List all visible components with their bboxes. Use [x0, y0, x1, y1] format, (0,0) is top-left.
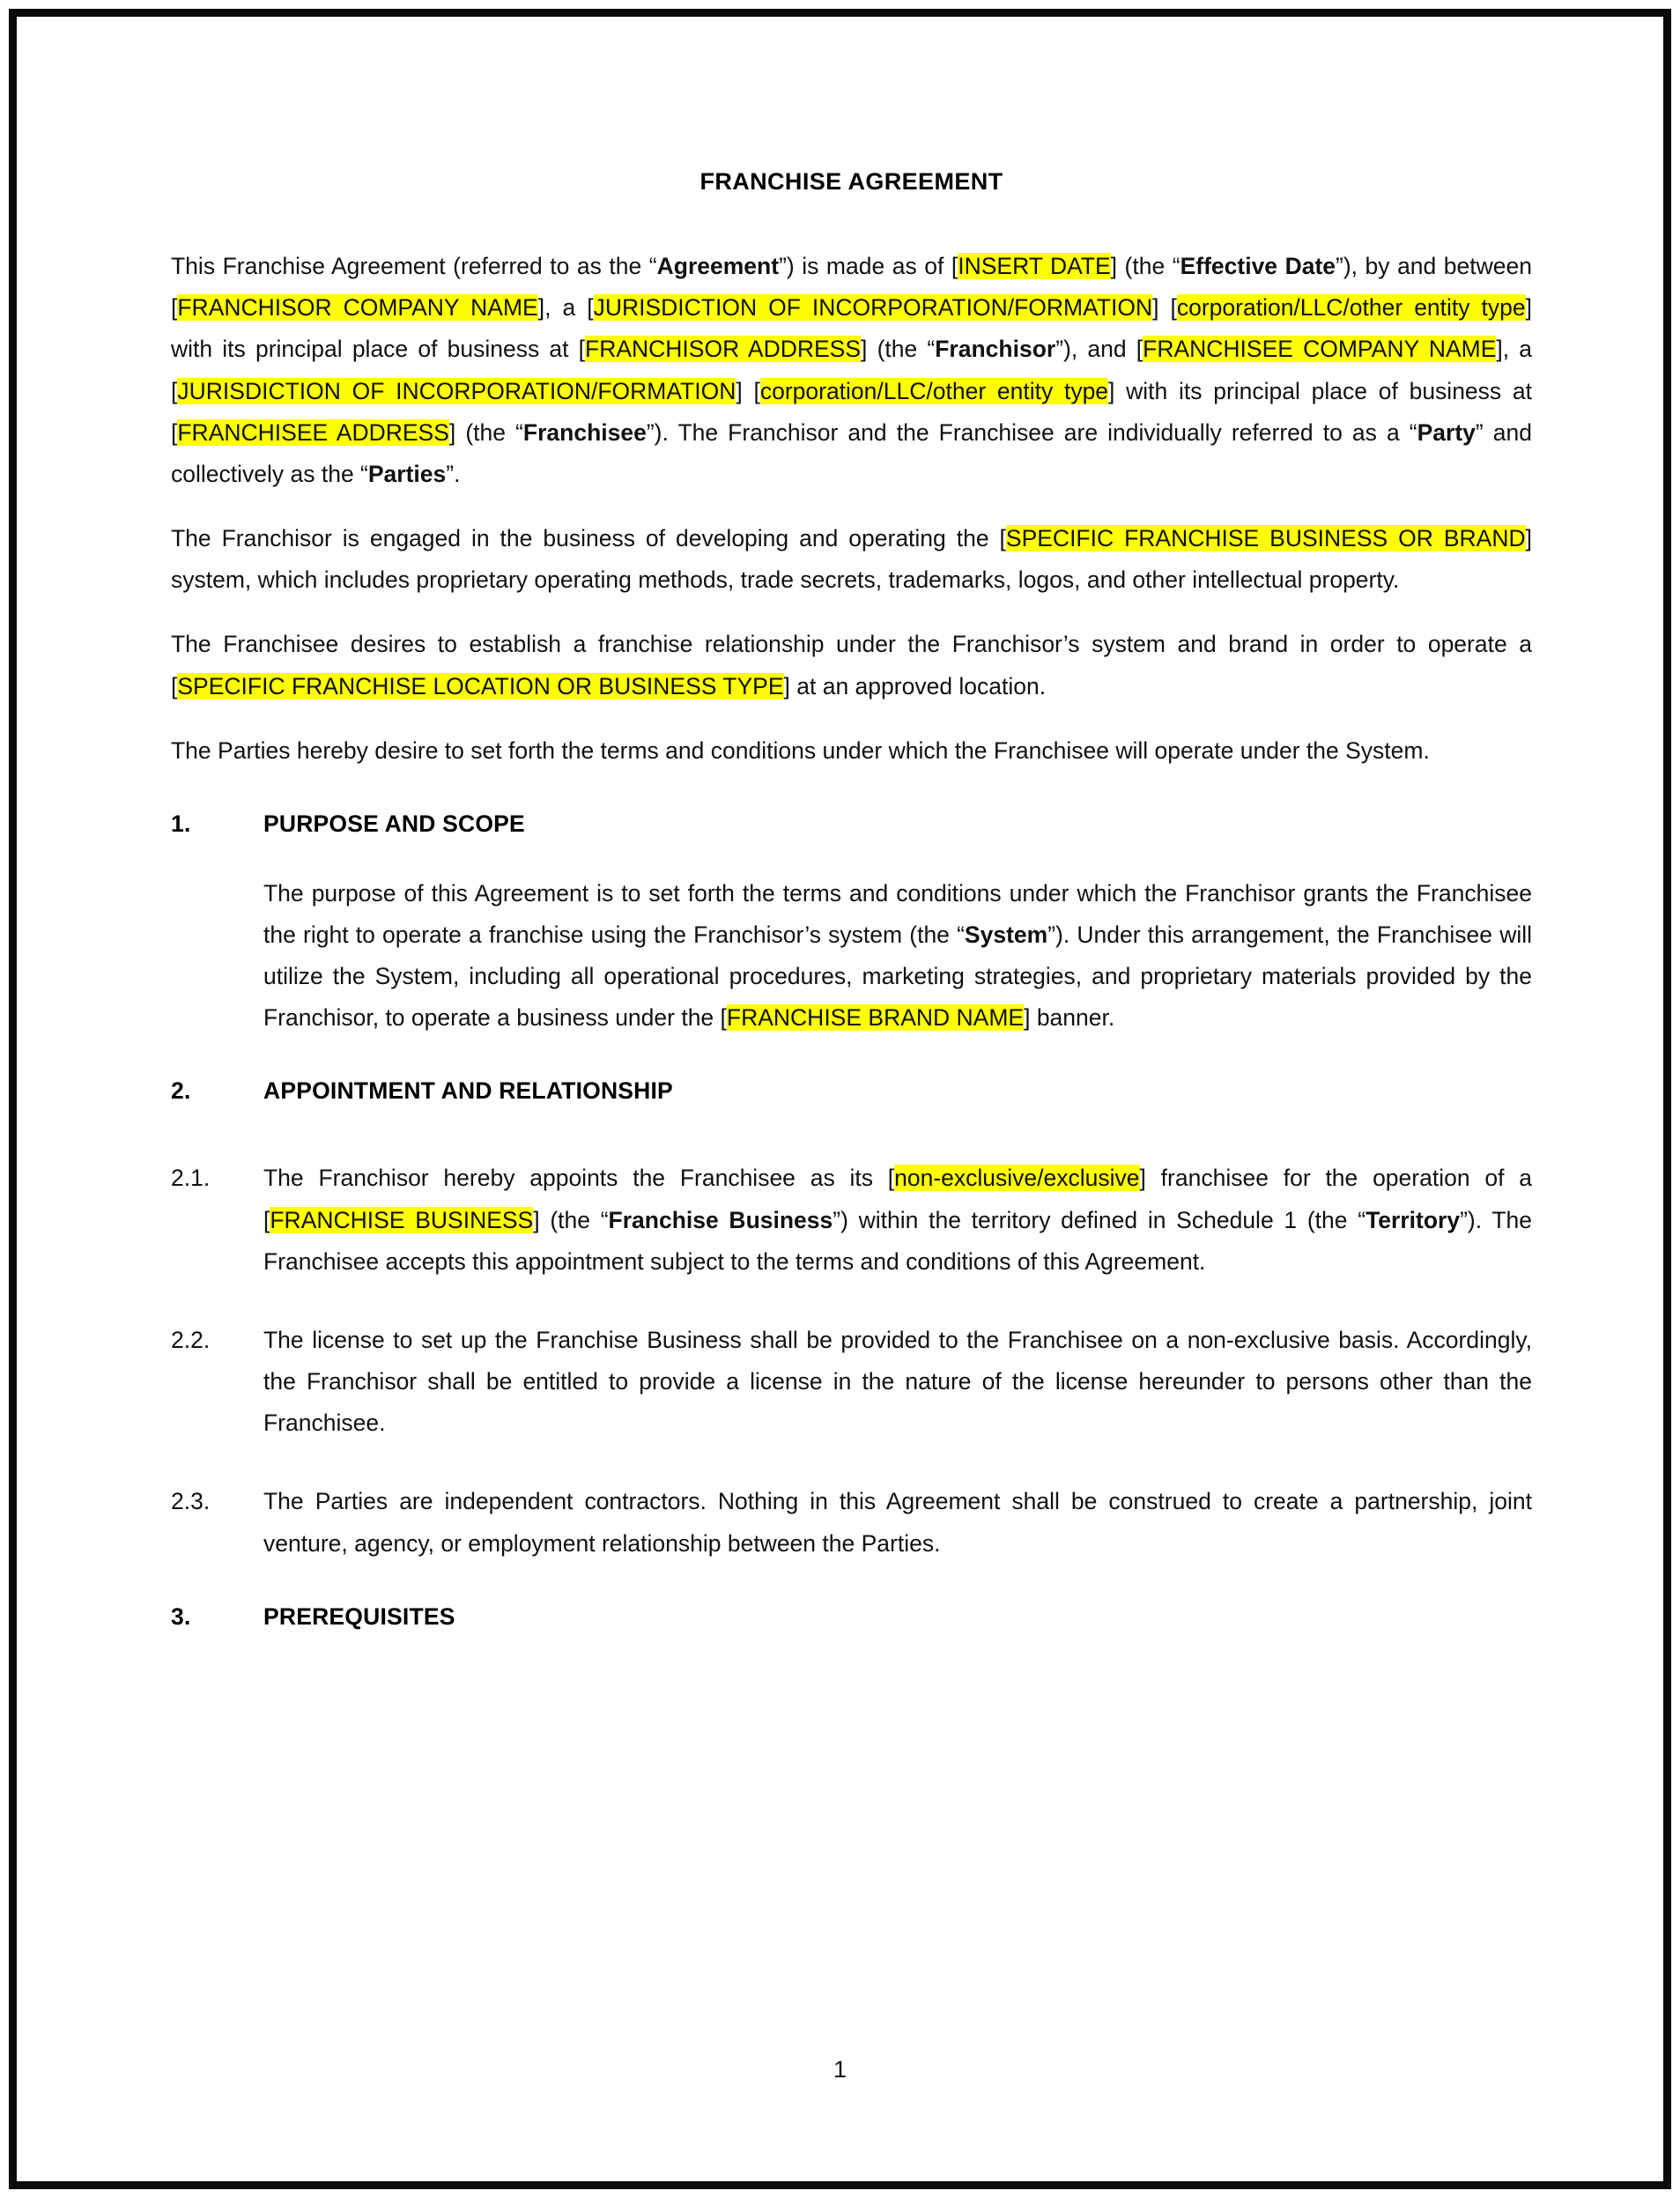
document-title: FRANCHISE AGREEMENT [699, 168, 1003, 195]
clause-2-1-text [263, 1158, 1532, 1282]
preamble-p1-bold-parties: Parties [367, 460, 447, 487]
section-3-number: 3. [171, 1602, 191, 1630]
section-1-bold-system: System [964, 921, 1048, 948]
preamble-p1-text-11: ] [ [736, 377, 760, 404]
section-1-number: 1. [171, 810, 191, 837]
placeholder-specific-franchise-location-or-business-type: SPECIFIC FRANCHISE LOCATION OR BUSINESS TYPE [177, 672, 784, 699]
page-sheet [17, 17, 1663, 2181]
clause-2-2-number: 2.2. [171, 1326, 211, 1353]
section-3-label: PREREQUISITES [263, 1602, 455, 1630]
section-1-body [263, 873, 1532, 1040]
preamble-p1-bold-effective-date: Effective Date [1180, 253, 1336, 280]
clause-2-1-text-5: ”). The Franchisee accepts this appointment subject to the terms and conditions of this Agreement. [263, 1206, 1532, 1275]
clause-2-2-text: The license to set up the Franchise Business shall be provided to the Franchisee on a non-exclusive basis. Accordingly, the Franchisor shall be entitled to provide a license in the nature of the license hereunder to persons other than the Franchisee. [263, 1326, 1532, 1437]
clause-2-1-text-4: ”) within the territory defined in Schedule 1 (the “ [833, 1206, 1366, 1233]
clause-2-3-number: 2.3. [171, 1488, 211, 1515]
clause-2-1-number: 2.1. [171, 1165, 211, 1192]
section-2-label: APPOINTMENT AND RELATIONSHIP [263, 1077, 673, 1105]
placeholder-franchisee-jurisdiction: JURISDICTION OF INCORPORATION/FORMATION [177, 377, 736, 404]
preamble-p1-text-7: ] with its principal place of business at [ [171, 294, 1533, 363]
preamble-p1-text-14: ”). The Franchisor and the Franchisee are individually referred to as a “ [646, 418, 1417, 446]
preamble-paragraph-4 [171, 730, 1532, 772]
clause-2-1-bold-franchise-business: Franchise Business [608, 1206, 833, 1233]
preamble-p1-bold-agreement: Agreement [656, 253, 780, 280]
preamble-p1-text-4: ”), by and between [ [171, 253, 1532, 322]
placeholder-franchisee-entity-type: corporation/LLC/other entity type [759, 377, 1109, 404]
preamble-p1-text-8: ] (the “ [861, 336, 936, 363]
placeholder-franchisee-company-name: FRANCHISEE COMPANY NAME [1143, 336, 1497, 363]
placeholder-franchise-brand-name: FRANCHISE BRAND NAME [726, 1004, 1025, 1032]
preamble-p1-text-10: ], a [ [171, 336, 1533, 404]
clause-2-1-text-2: ] franchisee for the operation of a [ [263, 1165, 1532, 1233]
placeholder-franchise-business: FRANCHISE BUSINESS [270, 1206, 534, 1233]
preamble-p2-text-1: The Franchisor is engaged in the business of developing and operating the [ [171, 525, 1006, 552]
preamble-p1-bold-franchisor: Franchisor [935, 336, 1056, 363]
section-heading-2 [171, 1077, 1532, 1105]
clause-2-3 [171, 1481, 1532, 1564]
preamble-p2-text-2: ] system, which includes proprietary operating methods, trade secrets, trademarks, logos, and other intellectual property. [171, 525, 1532, 594]
preamble-p1-text-15: ” and collectively as the “ [171, 418, 1533, 487]
clause-spacer [171, 1140, 1532, 1158]
preamble-p1-text-12: ] with its principal place of business at [ [171, 377, 1533, 446]
preamble-p1-text-3: ] (the “ [1110, 253, 1180, 280]
preamble-p1-text-5: ], a [ [537, 294, 594, 322]
section-1-text-2: ”). Under this arrangement, the Franchisee will utilize the System, including all operational procedures, marketing strategies, and proprietary materials provided by the Franchisor, to operate a business under the [ [263, 921, 1532, 1032]
placeholder-franchisor-entity-type: corporation/LLC/other entity type [1176, 294, 1526, 322]
placeholder-franchisor-company-name: FRANCHISOR COMPANY NAME [177, 294, 538, 322]
clause-2-2 [171, 1320, 1532, 1444]
preamble-paragraph-3 [171, 624, 1532, 707]
clause-2-1-text-1: The Franchisor hereby appoints the Franchisee as its [ [263, 1165, 895, 1192]
document-content [171, 167, 1532, 1666]
placeholder-franchisor-address: FRANCHISOR ADDRESS [585, 336, 862, 363]
preamble-p1-text-13: ] (the “ [448, 418, 523, 446]
page-number: 1 [833, 2056, 847, 2083]
clause-2-3-text: The Parties are independent contractors. Nothing in this Agreement shall be construed to create a partnership, joint venture, agency, or employment relationship between the Parties. [263, 1488, 1532, 1557]
placeholder-franchisee-address: FRANCHISEE ADDRESS [177, 418, 449, 446]
section-2-number: 2. [171, 1077, 191, 1105]
clause-2-1-bold-territory: Territory [1365, 1206, 1461, 1233]
preamble-p1-text-16: ”. [446, 460, 461, 487]
preamble-p1-text-1: This Franchise Agreement (referred to as the “ [171, 253, 657, 280]
preamble-p1-text-9: ”), and [ [1055, 336, 1143, 363]
preamble-p3-text-1: The Franchisee desires to establish a franchise relationship under the Franchisor’s system and brand in order to operate a [ [171, 631, 1532, 699]
clause-2-1 [171, 1158, 1532, 1282]
section-1-label: PURPOSE AND SCOPE [263, 810, 525, 837]
preamble-p1-text-2: ”) is made as of [ [779, 253, 958, 280]
placeholder-specific-franchise-business-or-brand: SPECIFIC FRANCHISE BUSINESS OR BRAND [1005, 525, 1526, 552]
preamble-paragraph-1 [171, 246, 1532, 495]
section-1-text-3: ] banner. [1024, 1004, 1115, 1032]
section-heading-1 [171, 810, 1532, 838]
clause-2-1-text-3: ] (the “ [533, 1206, 609, 1233]
placeholder-franchisor-jurisdiction: JURISDICTION OF INCORPORATION/FORMATION [593, 294, 1153, 322]
preamble-p1-text-6: ] [ [1152, 294, 1177, 322]
preamble-p4-text-1: The Parties hereby desire to set forth the terms and conditions under which the Franchisee will operate under the System. [171, 736, 1430, 764]
placeholder-insert-date: INSERT DATE [958, 253, 1111, 280]
preamble-p1-bold-franchisee: Franchisee [522, 418, 647, 446]
preamble-p1-bold-party: Party [1417, 418, 1476, 446]
section-1-text-1: The purpose of this Agreement is to set forth the terms and conditions under which the Franchisor grants the Franchisee the right to operate a franchise using the Franchisor’s system (the “ [263, 879, 1532, 948]
preamble-paragraph-2 [171, 518, 1532, 601]
section-heading-3 [171, 1603, 1532, 1631]
placeholder-non-exclusive-exclusive: non-exclusive/exclusive [894, 1165, 1140, 1192]
preamble-p3-text-2: ] at an approved location. [783, 672, 1047, 699]
